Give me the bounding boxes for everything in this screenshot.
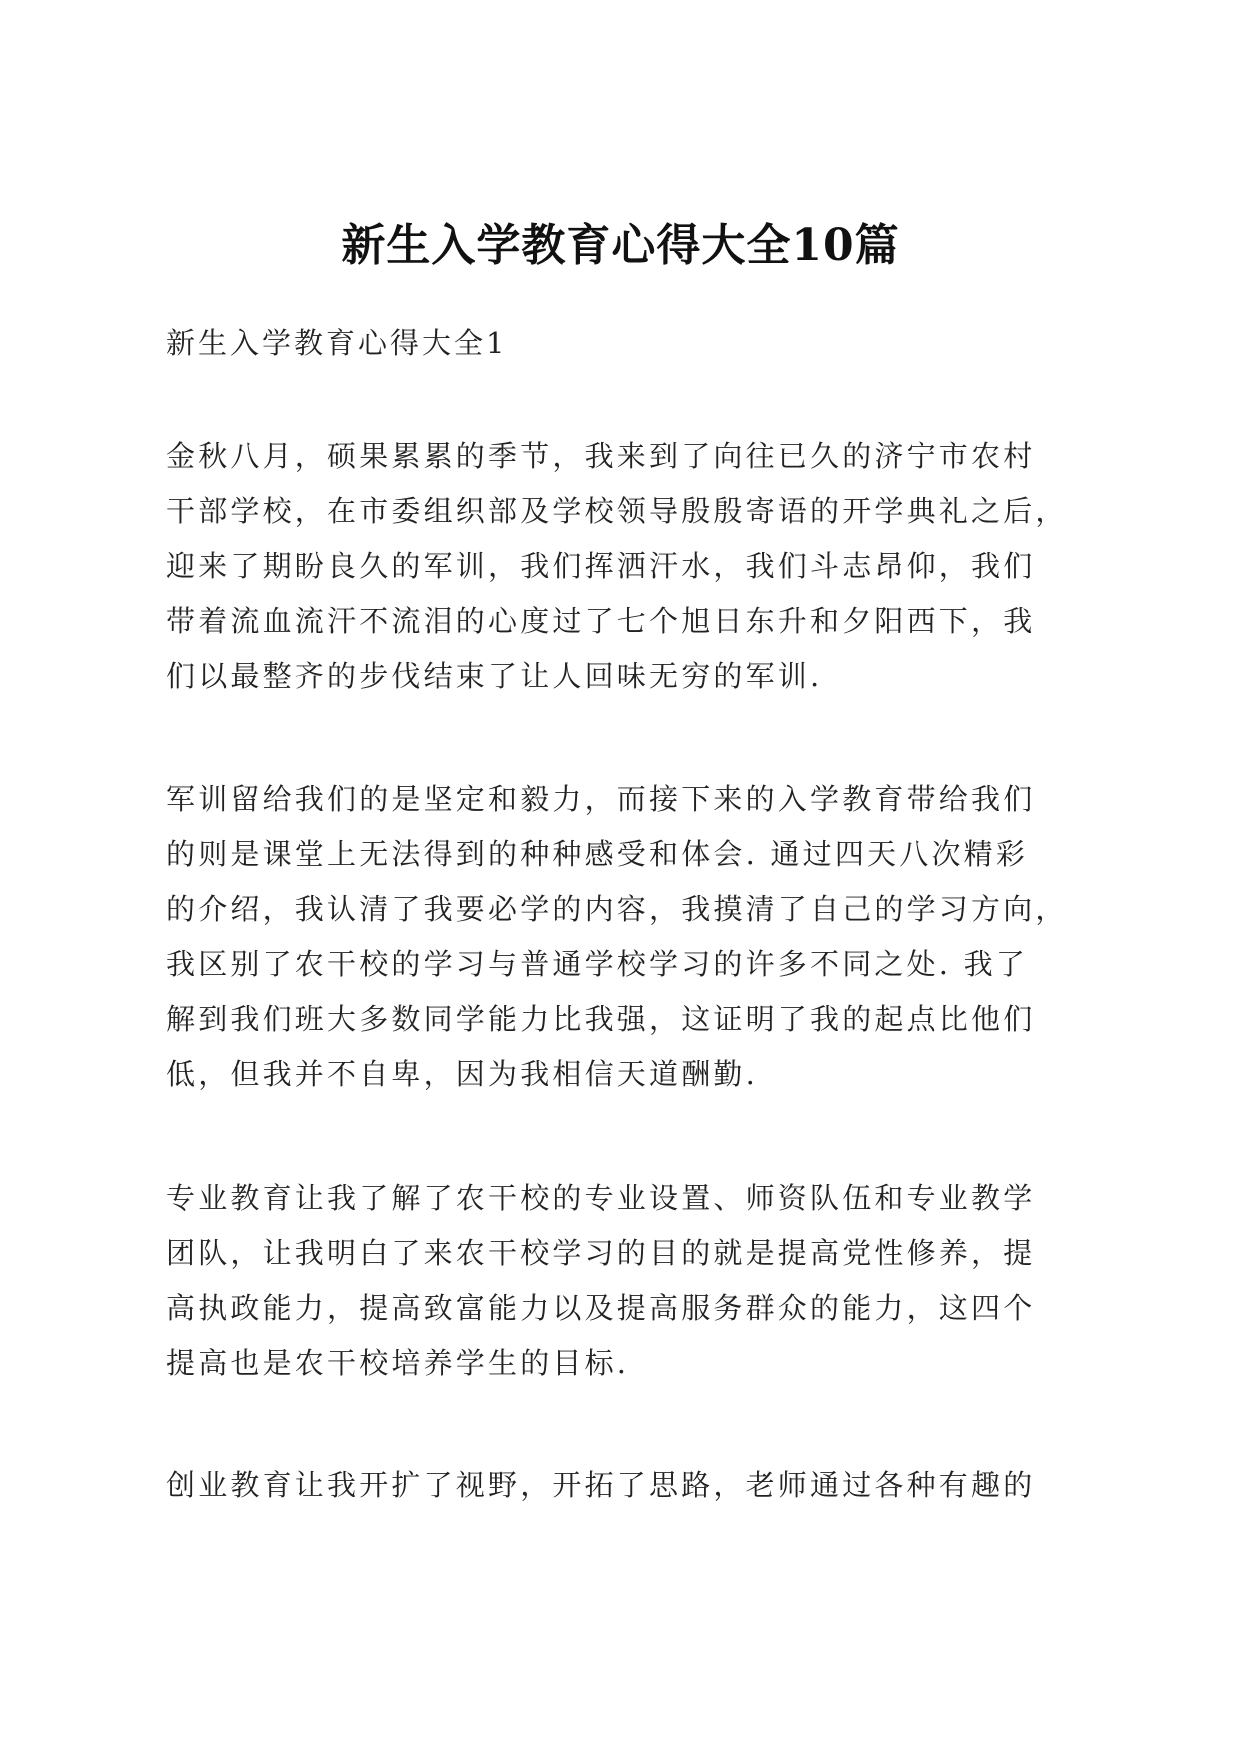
text-line: 金秋八月，硕果累累的季节，我来到了向往已久的济宁市农村 — [166, 439, 1036, 473]
text-line: 迎来了期盼良久的军训，我们挥洒汗水，我们斗志昂仰，我们 — [166, 549, 1036, 583]
paragraph — [166, 1458, 1076, 1513]
text-line: 的介绍，我认清了我要必学的内容，我摸清了自己的学习方向， — [166, 892, 1068, 926]
text-line: 我区别了农干校的学习与普通学校学习的许多不同之处. 我了 — [166, 947, 1029, 981]
text-line: 专业教育让我了解了农干校的专业设置、师资队伍和专业教学 — [166, 1181, 1036, 1215]
text-line: 们以最整齐的步伐结束了让人回味无穷的军训. — [166, 659, 823, 693]
text-line: 团队，让我明白了来农干校学习的目的就是提高党性修养，提 — [166, 1236, 1036, 1270]
text-line: 提高也是农干校培养学生的目标. — [166, 1346, 630, 1380]
text-line: 军训留给我们的是坚定和毅力，而接下来的入学教育带给我们 — [166, 782, 1036, 816]
text-line: 带着流血流汗不流泪的心度过了七个旭日东升和夕阳西下，我 — [166, 604, 1036, 638]
text-line: 的则是课堂上无法得到的种种感受和体会. 通过四天八次精彩 — [166, 837, 1029, 871]
section-heading: 新生入学教育心得大全1 — [166, 326, 508, 360]
text-line: 解到我们班大多数同学能力比我强，这证明了我的起点比他们 — [166, 1002, 1036, 1036]
text-line: 低，但我并不自卑，因为我相信天道酬勤. — [166, 1057, 759, 1091]
text-line: 创业教育让我开扩了视野，开拓了思路，老师通过各种有趣的 — [166, 1468, 1036, 1502]
paragraph — [166, 772, 1076, 1102]
paragraph — [166, 429, 1076, 704]
text-line: 干部学校，在市委组织部及学校领导殷殷寄语的开学典礼之后， — [166, 494, 1068, 528]
document-title: 新生入学教育心得大全10篇 — [341, 220, 900, 271]
text-line: 高执政能力，提高致富能力以及提高服务群众的能力，这四个 — [166, 1291, 1036, 1325]
paragraph — [166, 1171, 1076, 1391]
